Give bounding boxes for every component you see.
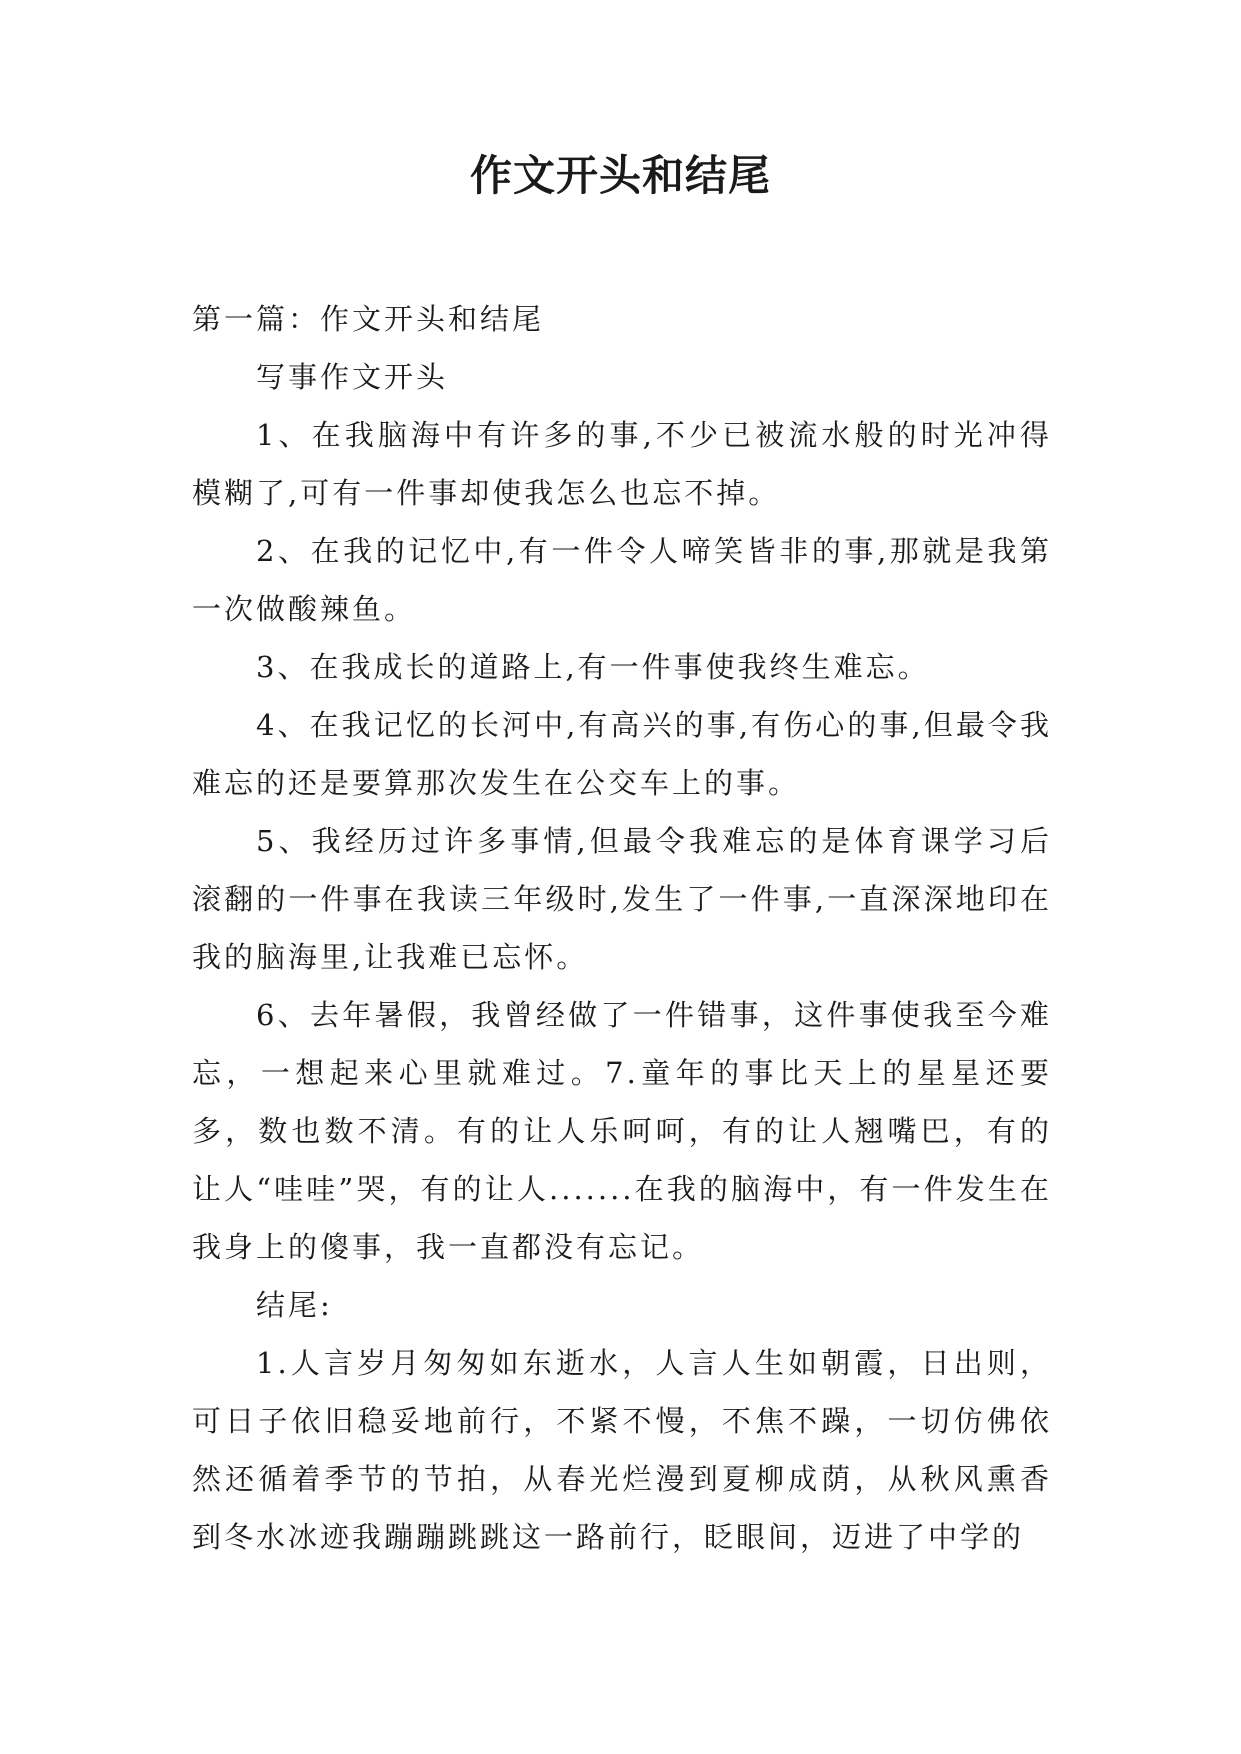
subsection-heading-opening: 写事作文开头 xyxy=(256,360,449,394)
paragraph-opening-5: 5、我经历过许多事情,但最令我难忘的是体育课学习后滚翻的一件事在我读三年级时,发生了一件事,一直深深地印在我的脑海里,让我难已忘怀。 xyxy=(192,824,1052,974)
document-body xyxy=(192,290,1052,1566)
page-title: 作文开头和结尾 xyxy=(469,151,771,200)
section-heading: 第一篇：作文开头和结尾 xyxy=(192,302,545,336)
subsection-heading-ending: 结尾: xyxy=(256,1288,333,1322)
paragraph-opening-1: 1、在我脑海中有许多的事,不少已被流水般的时光冲得模糊了,可有一件事却使我怎么也忘不掉。 xyxy=(192,418,1052,510)
paragraph-ending-1: 1.人言岁月匆匆如东逝水，人言人生如朝霞，日出则，可日子依旧稳妥地前行，不紧不慢，不焦不躁，一切仿佛依然还循着季节的节拍，从春光烂漫到夏柳成荫，从秋风熏香到冬水冰迹我蹦蹦跳跳这一路前行，眨眼间，迈进了中学的 xyxy=(192,1346,1052,1554)
paragraph-opening-6: 6、去年暑假，我曾经做了一件错事，这件事使我至今难忘，一想起来心里就难过。7.童年的事比天上的星星还要多，数也数不清。有的让人乐呵呵，有的让人翘嘴巴，有的让人“哇哇”哭，有的让人.......在我的脑海中，有一件发生在我身上的傻事，我一直都没有忘记。 xyxy=(192,998,1052,1264)
paragraph-opening-4: 4、在我记忆的长河中,有高兴的事,有伤心的事,但最令我难忘的还是要算那次发生在公交车上的事。 xyxy=(192,708,1052,800)
paragraph-opening-3: 3、在我成长的道路上,有一件事使我终生难忘。 xyxy=(256,650,930,684)
paragraph-opening-2: 2、在我的记忆中,有一件令人啼笑皆非的事,那就是我第一次做酸辣鱼。 xyxy=(192,534,1052,626)
